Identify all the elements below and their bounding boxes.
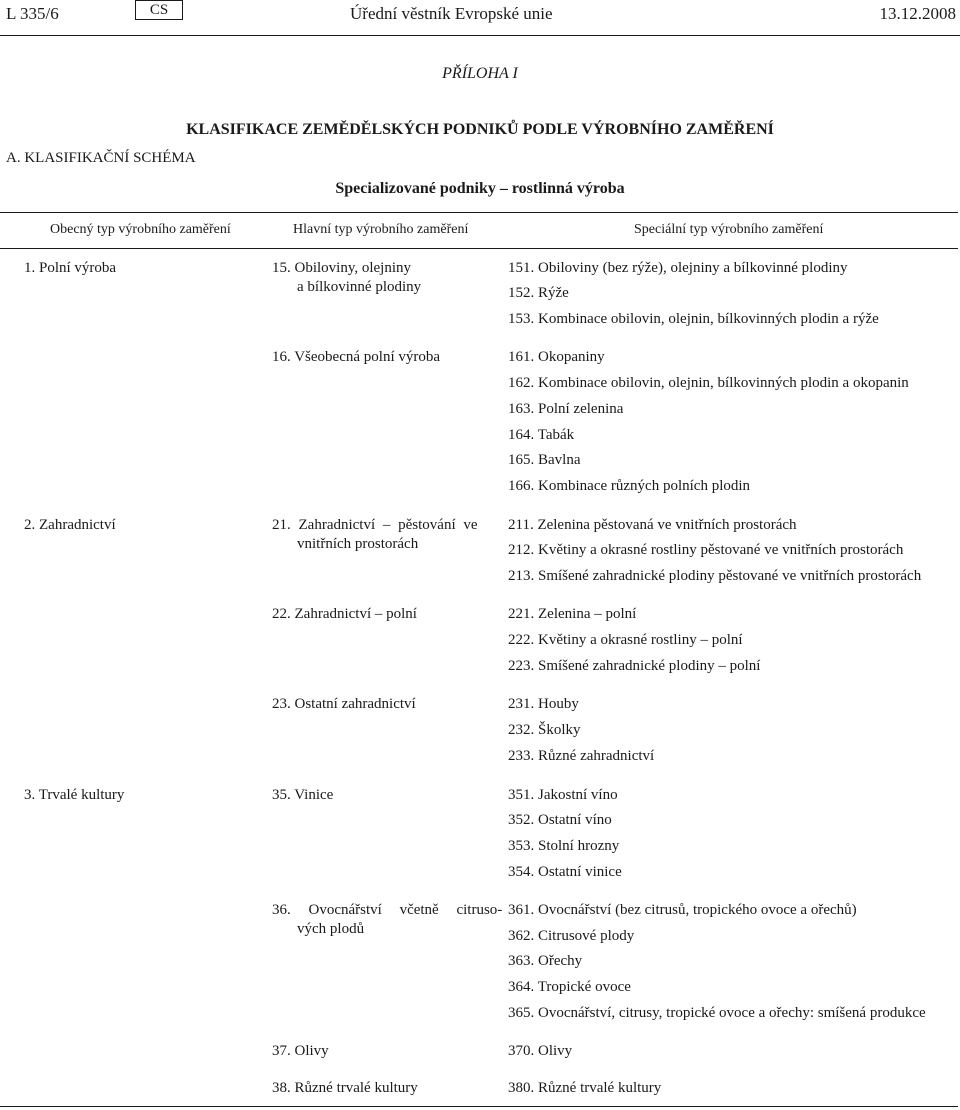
column-header-main: Hlavní typ výrobního zaměření bbox=[293, 222, 469, 237]
general-type: 2. Zahradnictví bbox=[24, 517, 116, 533]
special-type: 163. Polní zelenina bbox=[508, 401, 624, 417]
special-type: 233. Různé zahradnictví bbox=[508, 748, 655, 764]
table-top-rule bbox=[0, 212, 958, 213]
special-type: 370. Olivy bbox=[508, 1043, 573, 1059]
special-type: 351. Jakostní víno bbox=[508, 787, 618, 803]
journal-name: Úřední věstník Evropské unie bbox=[350, 4, 553, 23]
special-type: 380. Různé trvalé kultury bbox=[508, 1080, 662, 1096]
column-header-general: Obecný typ výrobního zaměření bbox=[50, 222, 231, 237]
main-type: 22. Zahradnictví – polní bbox=[272, 606, 417, 622]
main-type: 23. Ostatní zahradnictví bbox=[272, 696, 416, 712]
special-type: 213. Smíšené zahradnické plodiny pěstované ve vnitřních prostorách bbox=[508, 568, 922, 584]
special-type: 165. Bavlna bbox=[508, 452, 581, 468]
special-type: 222. Květiny a okrasné rostliny – polní bbox=[508, 632, 743, 648]
general-type: 3. Trvalé kultury bbox=[24, 787, 125, 803]
table-subtitle: Specializované podniky – rostlinná výroba bbox=[335, 180, 625, 197]
main-type-continuation: vnitřních prostorách bbox=[297, 536, 419, 552]
table-header-rule bbox=[0, 248, 958, 249]
special-type: 161. Okopaniny bbox=[508, 349, 605, 365]
special-type: 223. Smíšené zahradnické plodiny – polní bbox=[508, 658, 761, 674]
main-type: 21. Zahradnictví – pěstování ve bbox=[272, 517, 478, 533]
main-type-continuation: a bílkovinné plodiny bbox=[297, 279, 422, 295]
special-type: 362. Citrusové plody bbox=[508, 928, 635, 944]
special-type: 354. Ostatní vinice bbox=[508, 864, 622, 880]
special-type: 221. Zelenina – polní bbox=[508, 606, 637, 622]
main-title: KLASIFIKACE ZEMĚDĚLSKÝCH PODNIKŮ PODLE VÝROBNÍHO ZAMĚŘENÍ bbox=[186, 121, 774, 138]
section-heading: A. KLASIFIKAČNÍ SCHÉMA bbox=[6, 150, 196, 166]
special-type: 162. Kombinace obilovin, olejnin, bílkovinných plodin a okopanin bbox=[508, 375, 909, 391]
language-badge: CS bbox=[135, 0, 183, 20]
special-type: 232. Školky bbox=[508, 722, 581, 738]
main-type-continuation: vých plodů bbox=[297, 921, 365, 937]
special-type: 152. Rýže bbox=[508, 285, 569, 301]
main-type: 38. Různé trvalé kultury bbox=[272, 1080, 418, 1096]
general-type: 1. Polní výroba bbox=[24, 260, 117, 276]
special-type: 364. Tropické ovoce bbox=[508, 979, 631, 995]
journal-reference: L 335/6 bbox=[6, 4, 59, 23]
special-type: 153. Kombinace obilovin, olejnin, bílkovinných plodin a rýže bbox=[508, 311, 879, 327]
special-type: 352. Ostatní víno bbox=[508, 812, 612, 828]
main-type: 35. Vinice bbox=[272, 787, 334, 803]
page-header bbox=[0, 0, 960, 34]
special-type: 353. Stolní hrozny bbox=[508, 838, 620, 854]
special-type: 211. Zelenina pěstovaná ve vnitřních prostorách bbox=[508, 517, 797, 533]
special-type: 361. Ovocnářství (bez citrusů, tropického ovoce a ořechů) bbox=[508, 902, 857, 918]
special-type: 151. Obiloviny (bez rýže), olejniny a bílkovinné plodiny bbox=[508, 260, 848, 276]
main-type: 15. Obiloviny, olejniny bbox=[272, 260, 412, 276]
special-type: 231. Houby bbox=[508, 696, 579, 712]
special-type: 363. Ořechy bbox=[508, 953, 583, 969]
table-bottom-rule bbox=[0, 1106, 958, 1107]
annex-title: PŘÍLOHA I bbox=[442, 65, 518, 82]
main-type: 36. Ovocnářství včetně citruso- bbox=[272, 902, 503, 918]
special-type: 164. Tabák bbox=[508, 427, 575, 443]
publication-date: 13.12.2008 bbox=[879, 4, 956, 23]
special-type: 166. Kombinace různých polních plodin bbox=[508, 478, 751, 494]
special-type: 212. Květiny a okrasné rostliny pěstované ve vnitřních prostorách bbox=[508, 542, 904, 558]
special-type: 365. Ovocnářství, citrusy, tropické ovoce a ořechy: smíšená produkce bbox=[508, 1005, 926, 1021]
main-type: 37. Olivy bbox=[272, 1043, 329, 1059]
column-header-special: Speciální typ výrobního zaměření bbox=[634, 222, 824, 237]
header-divider bbox=[0, 35, 960, 36]
main-type: 16. Všeobecná polní výroba bbox=[272, 349, 441, 365]
